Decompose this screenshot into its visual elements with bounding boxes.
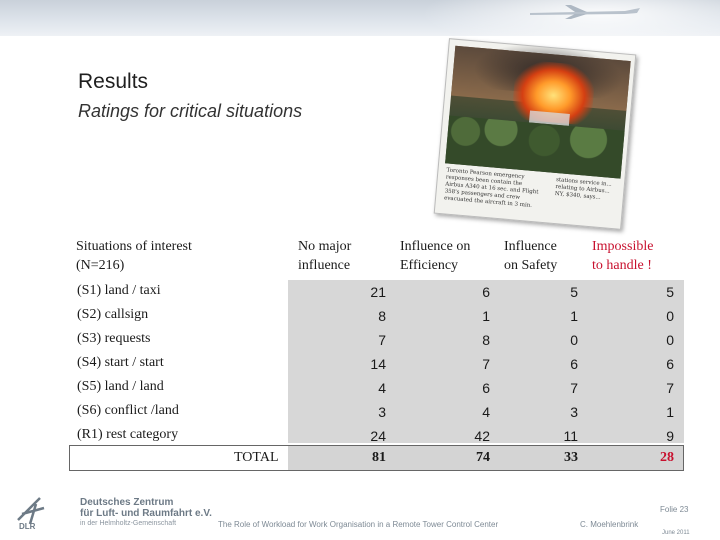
header-efficiency <box>400 237 470 275</box>
total-safety: 33 <box>564 450 578 465</box>
row-label: (S4) start / start <box>77 355 164 370</box>
header-safety <box>504 237 557 275</box>
photo-caption-left: Toronto Pearson emergency responses been contain the Airbus A340 at 16 sec. and Flight 358's passengers and crew evacuated the aircraft in 3 min. <box>443 167 539 209</box>
header-no-major <box>298 237 351 275</box>
cell-no-major: 8 <box>378 308 386 324</box>
dlr-org-line1: Deutsches Zentrum <box>80 497 174 508</box>
header-no-major-line1: No major <box>298 239 352 254</box>
row-label: (S2) callsign <box>77 307 149 322</box>
cell-no-major: 21 <box>370 284 386 300</box>
presentation-title: The Role of Workload for Work Organisation in a Remote Tower Control Center <box>218 520 499 529</box>
total-impossible: 28 <box>660 450 674 465</box>
airplane-icon <box>525 4 645 20</box>
cell-no-major: 7 <box>378 332 386 348</box>
header-banner <box>0 0 720 36</box>
cell-no-major: 3 <box>378 404 386 420</box>
header-impossible <box>592 237 653 275</box>
dlr-org-line2: für Luft- und Raumfahrt e.V. <box>80 508 212 519</box>
cell-impossible: 0 <box>666 332 674 348</box>
row-label: (S5) land / land <box>77 379 164 394</box>
cell-no-major: 24 <box>370 428 386 444</box>
header-efficiency-line2: Efficiency <box>400 258 459 273</box>
row-label: (S3) requests <box>77 331 151 346</box>
cell-efficiency: 6 <box>482 284 490 300</box>
header-efficiency-line1: Influence on <box>400 239 471 254</box>
header-safety-line2: on Safety <box>504 258 558 273</box>
cell-efficiency: 7 <box>482 356 490 372</box>
cell-safety: 1 <box>570 308 578 324</box>
row-label: (S1) land / taxi <box>77 283 161 298</box>
cell-impossible: 0 <box>666 308 674 324</box>
cell-impossible: 6 <box>666 356 674 372</box>
header-no-major-line2: influence <box>298 258 351 273</box>
cell-no-major: 4 <box>378 380 386 396</box>
dlr-org-sub: in der Helmholtz-Gemeinschaft <box>80 520 177 527</box>
total-label: TOTAL <box>234 450 279 465</box>
author: C. Moehlenbrink <box>580 520 639 529</box>
slide-subtitle: Ratings for critical situations <box>78 101 303 121</box>
slide-number: Folie 23 <box>660 505 689 514</box>
row-label: (S6) conflict /land <box>77 403 179 418</box>
cell-efficiency: 42 <box>474 428 490 444</box>
dlr-logo-icon <box>10 490 50 530</box>
cell-safety: 7 <box>570 380 578 396</box>
cell-safety: 11 <box>563 428 578 444</box>
cell-efficiency: 1 <box>482 308 490 324</box>
cell-impossible: 5 <box>666 284 674 300</box>
cell-efficiency: 8 <box>482 332 490 348</box>
cell-impossible: 1 <box>666 404 674 420</box>
crash-scene-image <box>445 46 631 179</box>
dlr-org-name <box>80 497 212 519</box>
photo-caption-right: stations service in... relating to Airbus... NY, $340, says... <box>554 177 613 201</box>
cell-safety: 6 <box>570 356 578 372</box>
header-impossible-line2: to handle ! <box>592 258 652 273</box>
cell-impossible: 9 <box>666 428 674 444</box>
dlr-logo-text: DLR <box>19 522 36 530</box>
total-no-major: 81 <box>372 450 386 465</box>
cell-safety: 5 <box>570 284 578 300</box>
cell-safety: 0 <box>570 332 578 348</box>
header-situations-line1: Situations of interest <box>76 239 192 254</box>
header-situations-line2: (N=216) <box>76 258 125 273</box>
row-label: (R1) rest category <box>77 427 179 442</box>
cell-efficiency: 6 <box>482 380 490 396</box>
total-efficiency: 74 <box>476 450 490 465</box>
cell-efficiency: 4 <box>482 404 490 420</box>
slide-title: Results <box>78 70 149 93</box>
newspaper-photo <box>434 38 637 230</box>
cell-safety: 3 <box>570 404 578 420</box>
header-situations <box>76 237 192 275</box>
cell-impossible: 7 <box>666 380 674 396</box>
header-safety-line1: Influence <box>504 239 557 254</box>
slide-date: June 2011 <box>662 530 690 536</box>
header-impossible-line1: Impossible <box>592 239 654 254</box>
cell-no-major: 14 <box>370 356 386 372</box>
